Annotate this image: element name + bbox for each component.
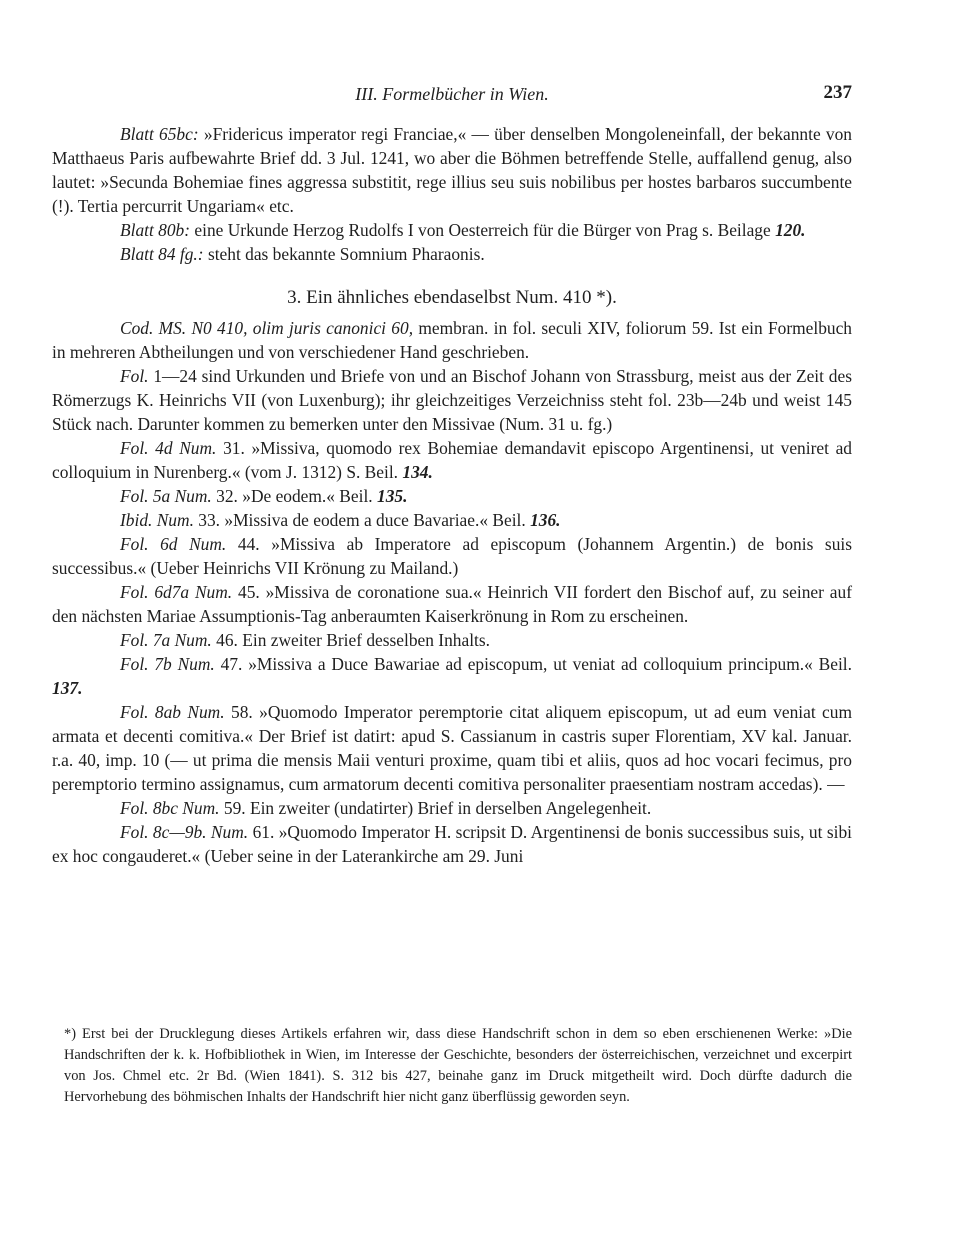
body-text [52,122,852,868]
paragraph-fol-1-24 [52,364,852,436]
paragraph-num-47 [52,652,852,700]
paragraph-num-33 [52,508,852,532]
folio-ref: Fol. 8bc Num. [120,798,220,818]
section-heading: 3. Ein ähnliches ebendaselbst Num. 410 *). [287,287,617,308]
folio-ref: Fol. 8c—9b. Num. [120,822,249,842]
paragraph-text: 32. »De eodem.« Beil. [216,486,373,506]
paragraph-blatt-65 [52,122,852,218]
beilage-number: 137. [52,678,83,698]
paragraph-num-44 [52,532,852,580]
paragraph-blatt-80 [52,218,852,242]
folio-ref: Fol. 6d7a Num. [120,582,233,602]
paragraph-text: 59. Ein zweiter (undatirter) Brief in derselben Angelegenheit. [223,798,652,818]
running-head: III. Formelbücher in Wien. [355,84,549,104]
paragraph-text: 1—24 sind Urkunden und Briefe von und an Bischof Johann von Strassburg, meist aus der Zeit des Römerzugs K. Heinrichs VII (von Luxenburg); ihr gleichzeitiges Verzeichniss steht fol. 23b—24b und weist 145 Stück nach. Darunter kommen zu bemerken unter den Missivae (Num. 31 u. fg.) [52,366,852,434]
paragraph-num-58 [52,700,852,796]
page-header [52,82,852,112]
folio-ref: Fol. [120,366,149,386]
folio-ref: Blatt 80b: [120,220,191,240]
paragraph-num-59 [52,796,852,820]
paragraph-text: membran. in fol. seculi XIV, foliorum 59. Ist ein Formelbuch in mehreren Abtheilungen und von verschiedener Hand geschrieben. [52,318,852,362]
folio-ref: Fol. 4d Num. [120,438,217,458]
paragraph-cod-ms [52,316,852,364]
paragraph-num-32 [52,484,852,508]
folio-ref: Fol. 5a Num. [120,486,212,506]
folio-ref: Blatt 84 fg.: [120,244,204,264]
paragraph-text: 58. »Quomodo Imperator peremptorie citat aliquem episcopum, ut ad eum veniat cum armata et decenti comitiva.« Der Brief ist datirt: apud S. Cassianum in castris super Florentiam, XV kal. Januar. r.a. 40, imp. 10 (— ut prima die mensis Maii venturi proxime, quam tibi et aliis, quos ad hoc vocari fecimus, pro peremptorio termino assignamus, cum armatorum decenti comitiva personaliter praesentiam nostram accedas). — [52,702,852,794]
paragraph-blatt-84 [52,242,852,266]
paragraph-text: 31. »Missiva, quomodo rex Bohemiae demandavit episcopo Argentinensi, ut veniret ad colloquium in Nurenberg.« (vom J. 1312) S. Beil. [52,438,852,482]
folio-ref: Fol. 6d Num. [120,534,227,554]
page-number: 237 [823,82,852,103]
folio-ref: Fol. 7b Num. [120,654,215,674]
paragraph-text: 44. »Missiva ab Imperatore ad episcopum (Johannem Argentin.) de bonis suis successibus.« (Ueber Heinrichs VII Krönung zu Mailand.) [52,534,852,578]
beilage-number: 120. [775,220,806,240]
paragraph-num-45 [52,580,852,628]
paragraph-num-46 [52,628,852,652]
paragraph-text: steht das bekannte Somnium Pharaonis. [207,244,485,264]
folio-ref: Fol. 8ab Num. [120,702,225,722]
folio-ref: Fol. 7a Num. [120,630,212,650]
paragraph-text: 45. »Missiva de coronatione sua.« Heinrich VII fordert den Bischof auf, zu seiner auf den nächsten Mariae Assumptionis-Tag anberaumten Kaiserkrönung in Rom zu erscheinen. [52,582,852,626]
folio-ref: Blatt 65bc: [120,124,199,144]
folio-ref: Cod. MS. N0 410, olim juris canonici 60, [120,318,414,338]
paragraph-text: 46. Ein zweiter Brief desselben Inhalts. [216,630,490,650]
paragraph-num-61 [52,820,852,868]
paragraph-text: 47. »Missiva a Duce Bawariae ad episcopum, ut veniat ad colloquium principum.« Beil. [220,654,852,674]
beilage-number: 136. [530,510,561,530]
paragraph-text: 33. »Missiva de eodem a duce Bavariae.« Beil. [198,510,526,530]
paragraph-text: 61. »Quomodo Imperator H. scripsit D. Argentinensi de bonis successibus suis, ut sibi ex hoc congauderet.« (Ueber seine in der Laterankirche am 29. Juni [52,822,852,866]
beilage-number: 135. [377,486,408,506]
footnote: *) Erst bei der Drucklegung dieses Artikels erfahren wir, dass diese Handschrift schon in dem so eben erschienenen Werke: »Die Handschriften der k. k. Hofbibliothek in Wien, im Interesse der Geschichte, besonders der österreichischen, verzeichnet und excerpirt von Jos. Chmel etc. 2r Bd. (Wien 1841). S. 312 bis 427, beinahe ganz im Druck mitgetheilt wird. Doch dürfte dadurch die Hervorhebung des böhmischen Inhalts der Handschrift hier nicht ganz überflüssig geworden seyn. [64,1026,852,1105]
beilage-number: 134. [402,462,433,482]
folio-ref: Ibid. Num. [120,510,194,530]
paragraph-text: »Fridericus imperator regi Franciae,« — über denselben Mongoleneinfall, der bekannte von Matthaeus Paris aufbewahrte Brief dd. 3 Jul. 1241, wo aber die Böhmen betreffende Stelle, auffallend genug, also lautet: »Secunda Bohemiae fines aggressa substitit, rege illius seu suis nobilibus per hostes barbaros succumbente (!). Tertia percurrit Ungariam« etc. [52,124,852,216]
paragraph-text: eine Urkunde Herzog Rudolfs I von Oesterreich für die Bürger von Prag s. Beilage [194,220,771,240]
paragraph-num-31 [52,436,852,484]
